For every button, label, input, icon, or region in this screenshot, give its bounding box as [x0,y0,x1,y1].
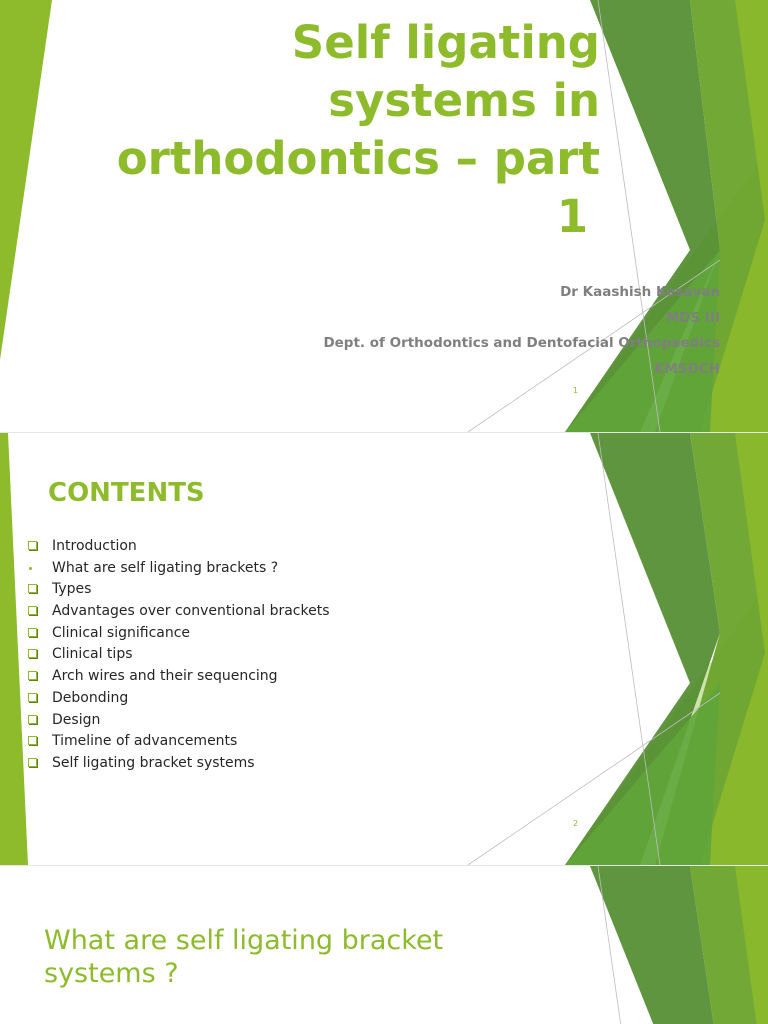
contents-item-text: Timeline of advancements [52,733,238,750]
contents-item-text: Introduction [52,538,137,554]
contents-heading: CONTENTS [48,478,205,508]
square-bullet-icon [28,606,37,615]
title-line: systems ? [44,958,179,989]
contents-item-text: Types [52,581,92,598]
square-bullet-icon [28,736,37,745]
contents-item [26,579,330,601]
contents-item [26,731,330,753]
contents-item [26,623,330,645]
contents-item [26,536,330,558]
author-name: Dr Kaashish Kesavan [560,284,720,300]
square-bullet-icon [28,584,37,593]
slide-1 [0,0,768,432]
title-line: 1 [556,190,588,243]
slide-number: 1 [573,386,579,395]
contents-item [26,710,330,732]
square-bullet-icon [28,628,37,637]
slide-3-title [44,924,564,990]
title-line: orthodontics – part [116,132,600,185]
title-line: Self ligating [291,16,600,69]
contents-item [26,558,330,580]
title-line: What are self ligating bracket [44,925,444,956]
contents-item-text: Self ligating bracket systems [52,754,255,771]
author-block [120,280,720,382]
author-degree: MDS III [665,309,720,326]
contents-item [26,644,330,666]
contents-list [26,536,330,775]
square-bullet-icon [28,649,37,658]
slide-1-title [40,14,600,246]
contents-item [26,601,330,623]
slide-number: 2 [573,819,579,828]
square-bullet-icon [28,671,37,680]
contents-item-text: Clinical tips [52,646,133,663]
contents-item-text: Arch wires and their sequencing [52,668,278,685]
contents-item-text: Design [52,711,101,728]
contents-item [26,666,330,688]
contents-item-text: Advantages over conventional brackets [52,603,330,620]
slide-2 [0,433,768,865]
square-bullet-icon [28,715,37,724]
author-institution: KMSDCH [653,360,720,377]
square-bullet-icon [28,758,37,767]
square-bullet-icon [28,693,37,702]
slide-3 [0,866,768,1024]
left-accent-triangle [0,433,28,865]
square-bullet-icon [28,541,37,550]
contents-item-text: Clinical significance [52,624,191,641]
title-line: systems in [328,74,600,127]
contents-item-text: What are self ligating brackets ? [52,559,279,576]
contents-item [26,753,330,775]
dot-bullet-icon [29,567,32,570]
contents-item-text: Debonding [52,689,129,706]
contents-item [26,688,330,710]
author-department: Dept. of Orthodontics and Dentofacial Orthopaedics [323,335,720,351]
